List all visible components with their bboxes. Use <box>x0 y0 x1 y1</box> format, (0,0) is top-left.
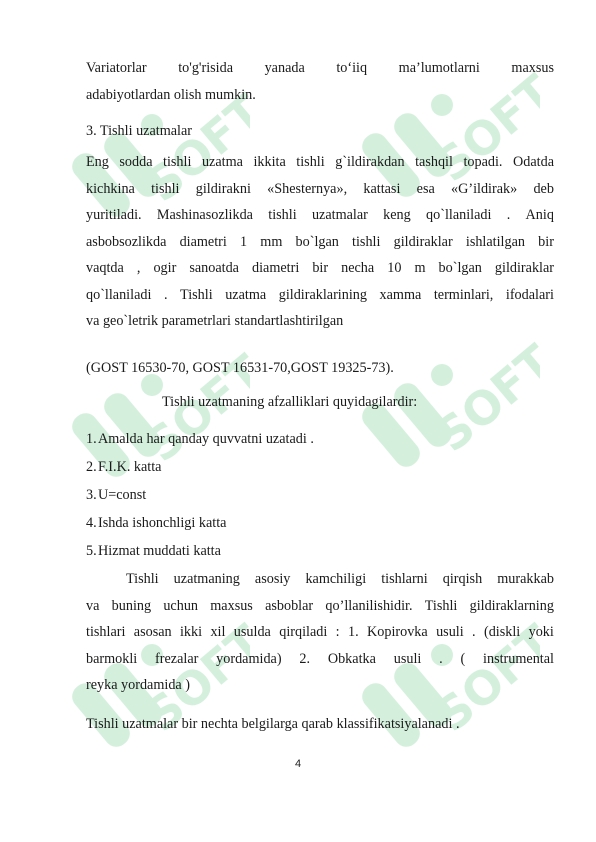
svg-text:SOFT: SOFT <box>135 614 250 743</box>
word: qirqish <box>442 571 483 587</box>
word: ishlatilgan <box>465 233 525 250</box>
word: gildiraklar <box>494 260 554 276</box>
word: maxsus <box>511 60 554 76</box>
word: gildiraklar <box>393 233 453 250</box>
word: yanada <box>264 60 305 76</box>
word: Mashinasozlikda <box>156 207 253 223</box>
intro-paragraph <box>86 55 554 108</box>
word: «G’ildirak» <box>451 180 518 197</box>
word: Variatorlar <box>86 60 147 76</box>
list-item: 4. Ishda ishonchligi katta <box>86 515 227 531</box>
word: barmokli <box>86 650 138 667</box>
svg-text:SOFT: SOFT <box>425 64 540 193</box>
word: Tishli <box>180 286 213 303</box>
section-heading: 3. Tishli uzatmalar <box>86 123 193 139</box>
svg-text:SOFT: SOFT <box>425 614 540 743</box>
word: ikki <box>179 624 203 640</box>
word: gildiraklarining <box>278 286 367 303</box>
word: xamma <box>379 286 422 303</box>
page-number: 4 <box>294 758 302 770</box>
word: ikkita <box>253 154 286 170</box>
word: frezalar <box>155 650 199 667</box>
word: ma’lumotlarni <box>398 60 480 76</box>
word: qo`llaniladi <box>426 207 492 223</box>
list-item: 3. U=const <box>86 487 147 503</box>
paragraph-line <box>86 176 554 203</box>
word: kamchiligi <box>305 571 367 587</box>
word: qirqiladi <box>279 624 328 640</box>
list-item: 2. F.I.K. katta <box>86 459 162 475</box>
word: necha <box>341 260 375 276</box>
paragraph-line <box>86 593 554 620</box>
svg-text:SOFT: SOFT <box>135 344 250 473</box>
word: ogir <box>153 260 177 276</box>
word: 2. <box>299 650 311 667</box>
word: . <box>163 286 168 303</box>
paragraph-line <box>86 646 554 673</box>
word: uzatma <box>225 286 267 303</box>
word: . <box>439 650 443 667</box>
word: to‘iiq <box>336 60 368 76</box>
word: tishlarni <box>381 571 428 587</box>
word: tashqil <box>415 154 453 170</box>
word: diametri <box>179 233 227 250</box>
paragraph-line <box>86 202 554 229</box>
list-item: 5. Hizmat muddati katta <box>86 543 221 559</box>
word: bo`lgan <box>295 233 339 250</box>
paragraph-line <box>86 619 554 646</box>
word: m <box>414 260 426 276</box>
word: bir <box>538 233 554 250</box>
word: uzatma <box>201 154 243 170</box>
word: . <box>506 207 511 223</box>
word: yordamida) <box>216 650 282 667</box>
word: . <box>472 624 476 640</box>
word: usuli <box>393 650 422 667</box>
word: asosan <box>133 624 172 640</box>
word: tishli <box>352 233 381 250</box>
paragraph-line <box>86 566 554 593</box>
word: g`ildirakdan <box>335 154 405 170</box>
advantages-list <box>86 425 554 565</box>
intro-line-2: adabiyotlardan olish mumkin. <box>86 86 256 103</box>
paragraph-line <box>86 282 554 309</box>
word: tishli <box>296 154 325 170</box>
word: bir <box>312 260 329 276</box>
word: Odatda <box>513 154 554 170</box>
word: keng <box>383 207 411 223</box>
word: topadi. <box>463 154 503 170</box>
word: tishlari <box>86 624 126 640</box>
word: Eng <box>86 154 109 170</box>
word: terminlari, <box>433 286 494 303</box>
word: asosiy <box>254 571 291 587</box>
word: : <box>335 624 340 640</box>
word: Tishli <box>424 597 458 614</box>
paragraph-line <box>86 149 554 176</box>
word: ( <box>460 650 466 667</box>
word: asbobsozlikda <box>86 233 167 250</box>
word: deb <box>533 180 554 197</box>
word: Aniq <box>525 207 554 223</box>
word: Obkatka <box>327 650 376 667</box>
word: sanoatda <box>189 260 239 276</box>
word: diametri <box>252 260 300 276</box>
word: vaqtda <box>86 260 124 276</box>
word: 1. <box>348 624 359 640</box>
word: va <box>86 597 100 614</box>
svg-text:SOFT: SOFT <box>135 84 250 213</box>
word: tishli <box>268 207 297 223</box>
word: bo`lgan <box>438 260 482 276</box>
word: gildirakni <box>195 180 251 197</box>
word: 1 <box>240 233 248 250</box>
word: yoki <box>528 624 554 640</box>
paragraph-last-line: va geo`letrik parametrlari standartlashtirilgan <box>86 313 344 329</box>
paragraph-line <box>86 255 554 282</box>
word: usuli <box>436 624 464 640</box>
closing-line: Tishli uzatmalar bir nechta belgilarga qarab klassifikatsiyalanadi . <box>86 716 460 732</box>
word: tishli <box>151 180 180 197</box>
svg-text:SOFT: SOFT <box>425 334 540 463</box>
paragraph-line <box>86 229 554 256</box>
word: uzatmalar <box>311 207 368 223</box>
description-paragraph <box>86 149 554 335</box>
word: xil <box>210 624 226 640</box>
word: kattasi <box>363 180 401 197</box>
word: murakkab <box>497 571 554 587</box>
gost-standards: (GOST 16530-70, GOST 16531-70,GOST 19325-73). <box>86 360 394 376</box>
paragraph-last-line: reyka yordamida ) <box>86 677 190 693</box>
word: ifodalari <box>505 286 554 303</box>
word: (diskli <box>483 624 521 640</box>
word: Tishli <box>126 571 159 587</box>
list-item: 1. Amalda har qanday quvvatni uzatadi . <box>86 431 314 447</box>
word: «Shesternya», <box>267 180 348 197</box>
word: asboblar <box>265 597 314 614</box>
word: sodda <box>119 154 153 170</box>
word: esa <box>416 180 435 197</box>
word: 10 <box>387 260 402 276</box>
advantages-heading: Tishli uzatmaning afzalliklari quyidagilardir: <box>162 394 418 410</box>
word: uzatmaning <box>173 571 240 587</box>
word: to'g'risida <box>178 60 233 76</box>
word: yuritiladi. <box>86 207 142 223</box>
word: gildiraklarning <box>469 597 554 614</box>
word: Kopirovka <box>367 624 428 640</box>
word: usulda <box>233 624 271 640</box>
word: qo`llaniladi <box>86 286 152 303</box>
word: mm <box>260 233 283 250</box>
disadvantages-paragraph <box>86 566 554 699</box>
word: qo’llanilishidir. <box>325 597 413 614</box>
word: buning <box>111 597 152 614</box>
word: , <box>136 260 141 276</box>
word: instrumental <box>483 650 554 667</box>
word: tishli <box>163 154 192 170</box>
intro-line-1 <box>86 55 554 82</box>
word: kichkina <box>86 180 135 197</box>
word: maxsus <box>210 597 253 614</box>
word: uchun <box>163 597 199 614</box>
